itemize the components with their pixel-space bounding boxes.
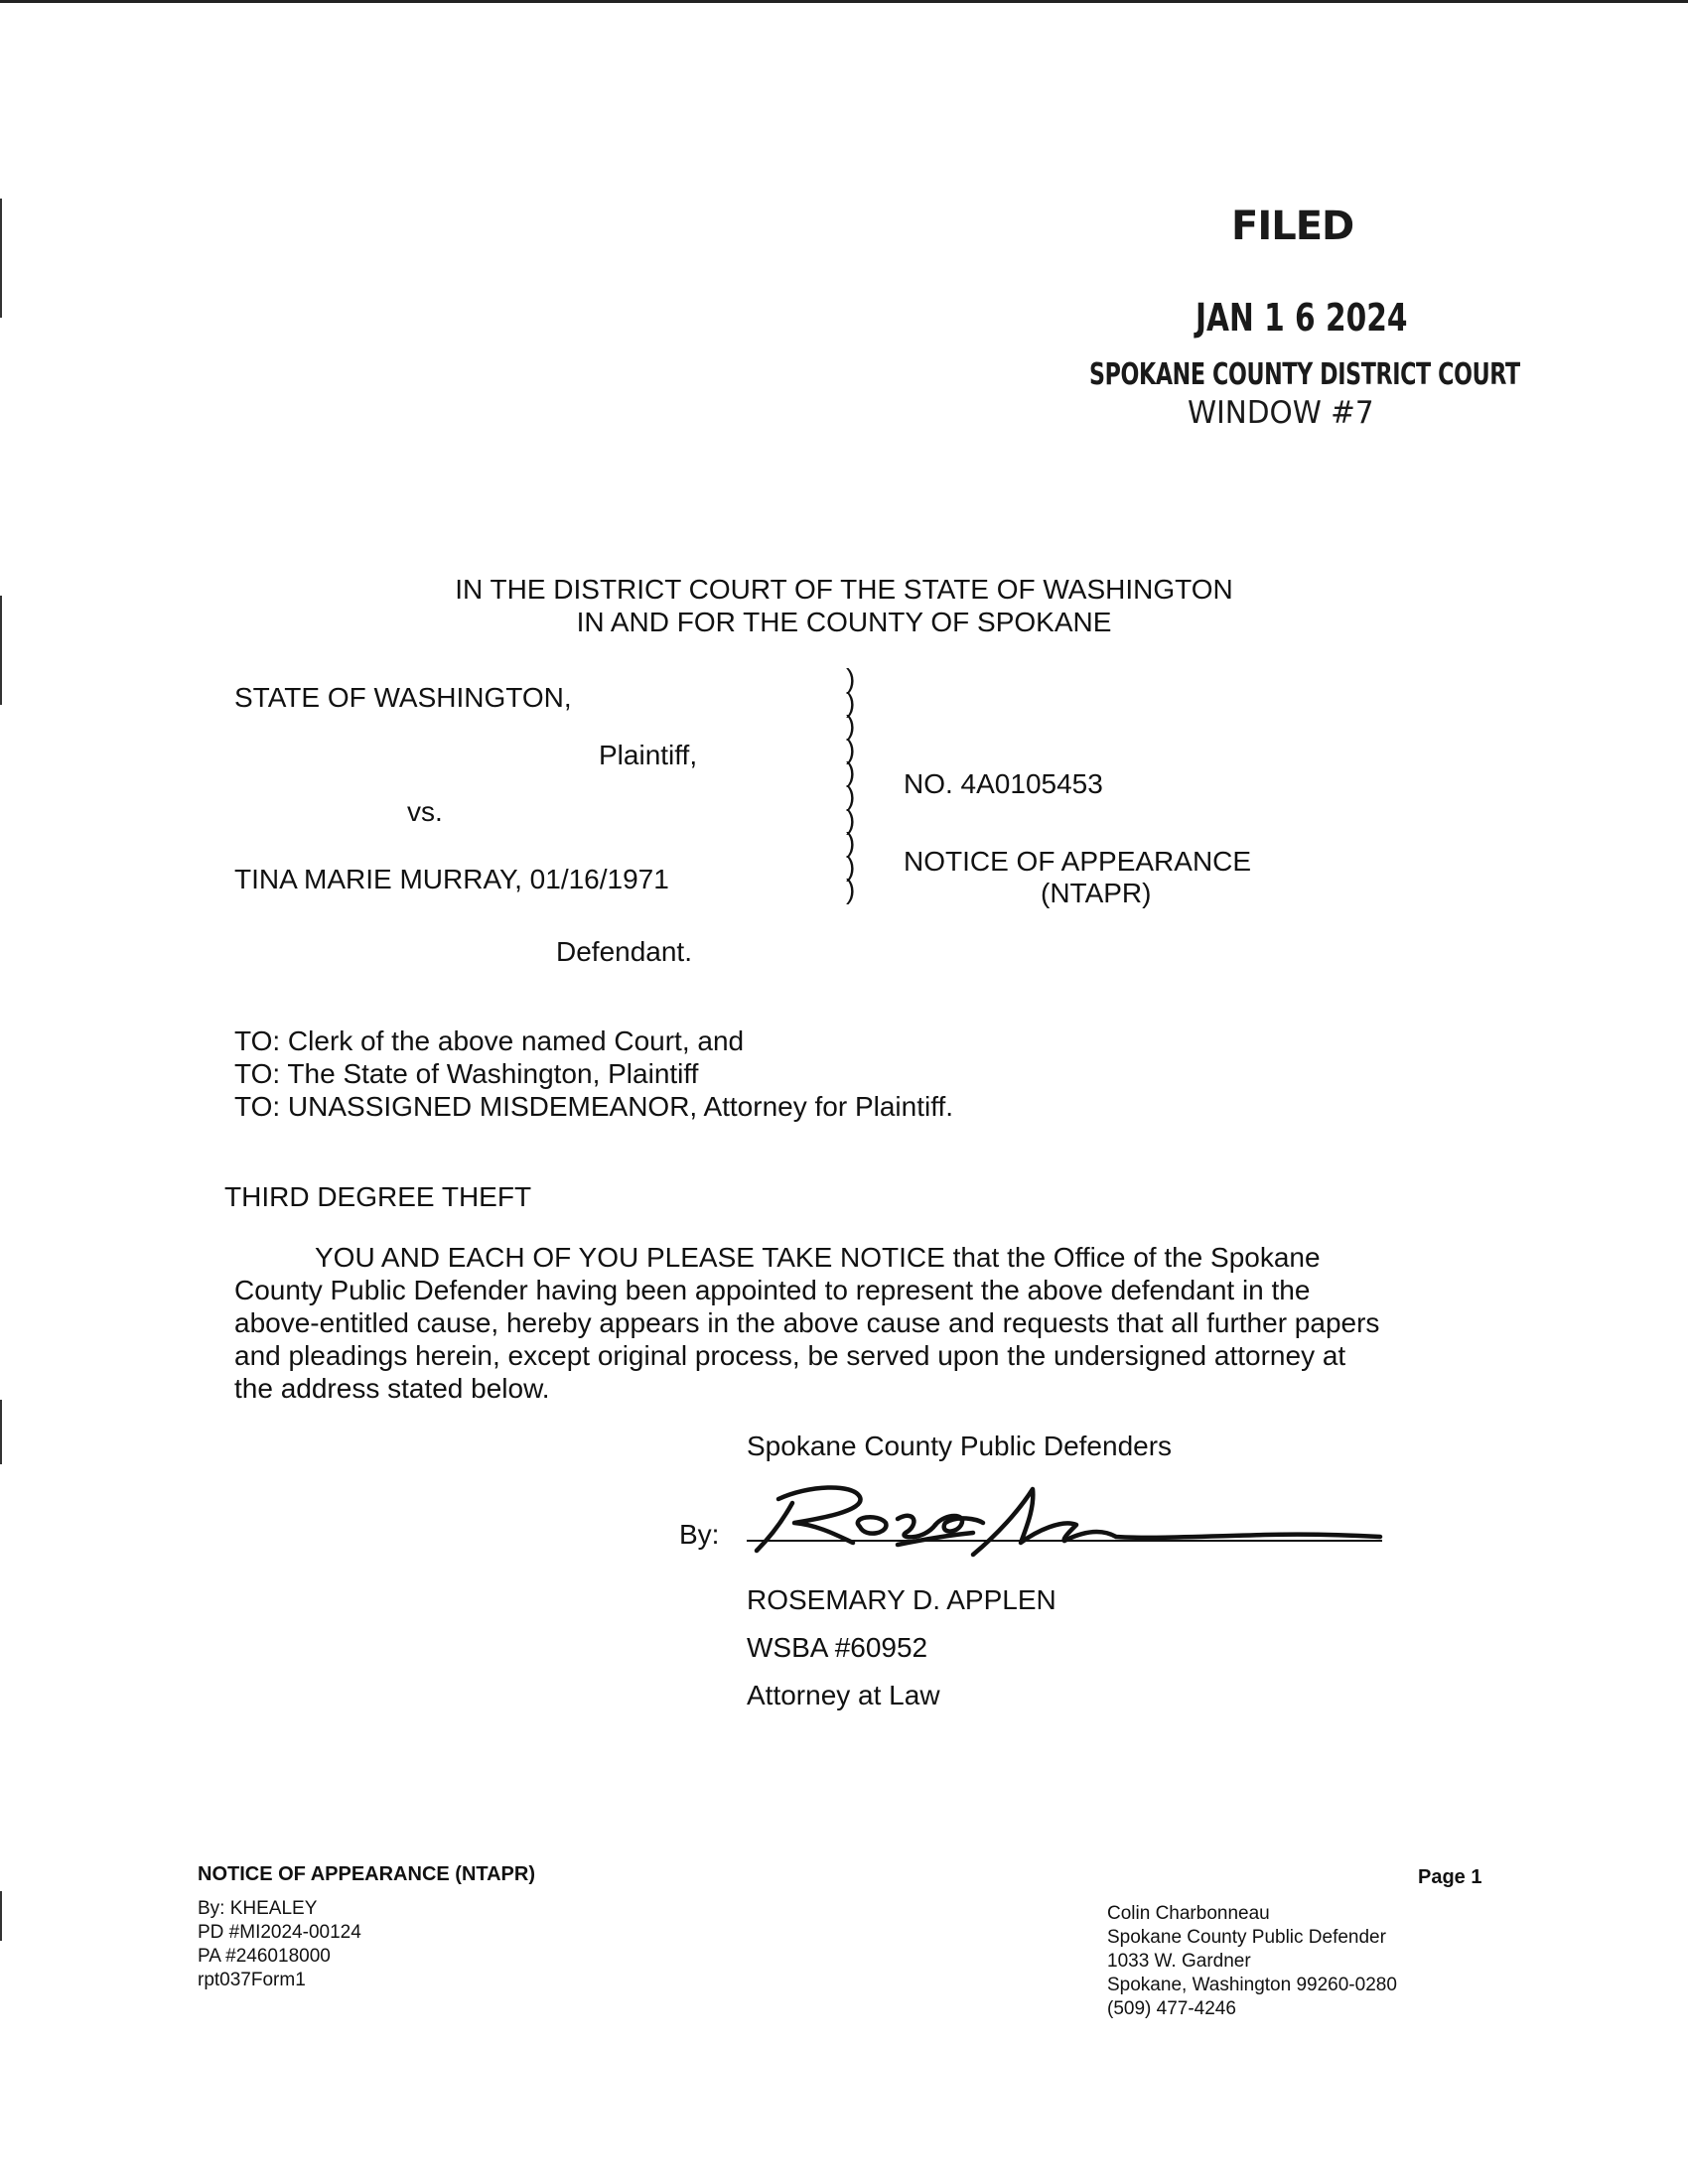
attorney-name: ROSEMARY D. APPLEN: [747, 1584, 1056, 1615]
versus-label: vs.: [407, 796, 443, 827]
footer-document-title: NOTICE OF APPEARANCE (NTAPR): [198, 1863, 535, 1885]
filed-stamp-court: SPOKANE COUNTY DISTRICT COURT: [1089, 357, 1520, 392]
notice-line: County Public Defender having been appointed to represent the above defendant in the: [234, 1275, 1311, 1305]
charge-title: THIRD DEGREE THEFT: [224, 1181, 532, 1212]
caption-parentheses: ) ) ) ) ) ) ) ) ) ): [846, 663, 856, 905]
plaintiff-name: STATE OF WASHINGTON,: [234, 682, 572, 713]
by-label: By:: [679, 1519, 720, 1550]
office-name: Spokane County Public Defenders: [747, 1431, 1173, 1461]
defendant-role: Defendant.: [556, 936, 692, 967]
scan-edge-mark: [0, 1400, 2, 1464]
recipient-line: TO: Clerk of the above named Court, and: [234, 1025, 745, 1056]
footer-right-line: Colin Charbonneau: [1107, 1903, 1270, 1924]
defendant-name: TINA MARIE MURRAY, 01/16/1971: [234, 864, 669, 894]
court-heading-line1: IN THE DISTRICT COURT OF THE STATE OF WASHINGTON: [455, 574, 1233, 605]
scan-edge-mark: [0, 199, 2, 318]
attorney-bar-number: WSBA #60952: [747, 1632, 928, 1663]
page-number: Page 1: [1418, 1866, 1482, 1888]
footer-left-line: PA #246018000: [198, 1946, 331, 1967]
filed-stamp-date: JAN 1 6 2024: [1196, 296, 1408, 340]
footer-right-line: (509) 477-4246: [1107, 1998, 1236, 2019]
notice-line: and pleadings herein, except original process, be served upon the undersigned attorney at: [234, 1340, 1346, 1371]
footer-right-block: [1107, 1902, 1397, 2021]
signature-line: [747, 1540, 1382, 1542]
filed-stamp-window: WINDOW #7: [1188, 395, 1374, 431]
court-heading-line2: IN AND FOR THE COUNTY OF SPOKANE: [576, 607, 1112, 637]
footer-right-line: Spokane County Public Defender: [1107, 1927, 1386, 1948]
footer-left-line: rpt037Form1: [198, 1970, 306, 1990]
recipient-line: TO: The State of Washington, Plaintiff: [234, 1058, 699, 1089]
scan-edge-mark: [0, 1891, 2, 1941]
scan-top-edge: [0, 0, 1688, 3]
footer-right-line: 1033 W. Gardner: [1107, 1951, 1251, 1972]
plaintiff-role: Plaintiff,: [599, 740, 698, 770]
footer-left-block: [198, 1897, 361, 1992]
case-number: NO. 4A0105453: [904, 768, 1103, 799]
document-title-code: (NTAPR): [1041, 878, 1152, 908]
document-title: NOTICE OF APPEARANCE: [904, 846, 1252, 877]
filed-stamp-label: FILED: [1231, 204, 1354, 249]
footer-left-line: By: KHEALEY: [198, 1898, 318, 1919]
recipient-line: TO: UNASSIGNED MISDEMEANOR, Attorney for Plaintiff.: [234, 1091, 954, 1122]
attorney-title: Attorney at Law: [747, 1680, 940, 1710]
footer-left-line: PD #MI2024-00124: [198, 1922, 361, 1943]
notice-line: above-entitled cause, hereby appears in the above cause and requests that all further papers: [234, 1307, 1380, 1338]
notice-line: YOU AND EACH OF YOU PLEASE TAKE NOTICE that the Office of the Spokane: [315, 1242, 1321, 1273]
handwritten-signature: [749, 1479, 1384, 1559]
notice-paragraph: [234, 1241, 1426, 1405]
notice-line: the address stated below.: [234, 1373, 550, 1404]
footer-right-line: Spokane, Washington 99260-0280: [1107, 1975, 1397, 1995]
